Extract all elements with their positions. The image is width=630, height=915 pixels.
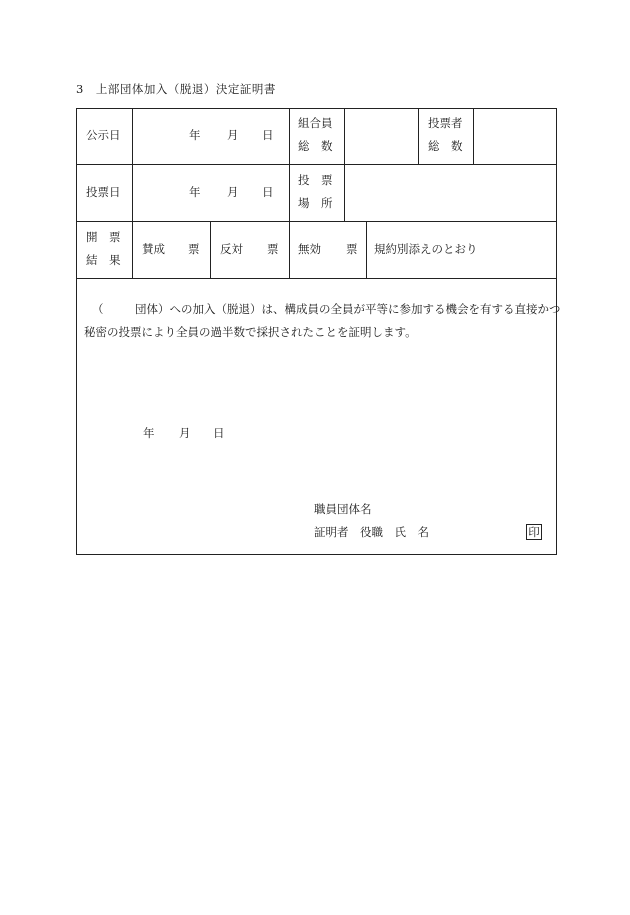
certification-month-unit: 月 bbox=[179, 426, 191, 440]
certifier-title-name-label: 証明者 役職 氏 名 bbox=[314, 525, 429, 539]
seal-stamp-box bbox=[526, 524, 542, 540]
certification-year-unit: 年 bbox=[143, 426, 155, 440]
kouji-date-label: 公示日 bbox=[86, 128, 121, 142]
vote-day-unit: 日 bbox=[262, 185, 274, 199]
voter-total-label-line2: 総 数 bbox=[428, 139, 463, 153]
kouji-day-unit: 日 bbox=[262, 128, 274, 142]
count-result-label-line2: 結 果 bbox=[86, 253, 121, 267]
no-votes-unit: 票 bbox=[267, 242, 279, 256]
certification-open-paren: （ bbox=[92, 302, 104, 316]
voter-total-label-line1: 投票者 bbox=[428, 116, 463, 130]
seal-stamp-text: 印 bbox=[528, 525, 540, 539]
kouji-year-unit: 年 bbox=[189, 128, 201, 142]
bylaws-note: 規約別添えのとおり bbox=[374, 242, 478, 256]
vote-date-label: 投票日 bbox=[86, 185, 121, 199]
staff-organization-name-label: 職員団体名 bbox=[314, 502, 372, 516]
vote-place-label-line2: 場 所 bbox=[298, 196, 333, 210]
member-total-label-line1: 組合員 bbox=[298, 116, 333, 130]
document-title: 3 上部団体加入（脱退）決定証明書 bbox=[76, 82, 276, 96]
certification-text-line2: 秘密の投票により全員の過半数で採択されたことを証明します。 bbox=[84, 325, 417, 339]
certification-day-unit: 日 bbox=[213, 426, 225, 440]
member-total-label-line2: 総 数 bbox=[298, 139, 333, 153]
invalid-votes-label: 無効 bbox=[298, 242, 321, 256]
vote-year-unit: 年 bbox=[189, 185, 201, 199]
certification-text-line1: 団体）への加入（脱退）は、構成員の全員が平等に参加する機会を有する直接かつ bbox=[135, 302, 561, 316]
invalid-votes-unit: 票 bbox=[346, 242, 358, 256]
vote-month-unit: 月 bbox=[227, 185, 239, 199]
count-result-label-line1: 開 票 bbox=[86, 230, 121, 244]
yes-votes-label: 賛成 bbox=[142, 242, 165, 256]
vote-place-label-line1: 投 票 bbox=[298, 173, 333, 187]
kouji-month-unit: 月 bbox=[227, 128, 239, 142]
no-votes-label: 反対 bbox=[220, 242, 243, 256]
yes-votes-unit: 票 bbox=[188, 242, 200, 256]
